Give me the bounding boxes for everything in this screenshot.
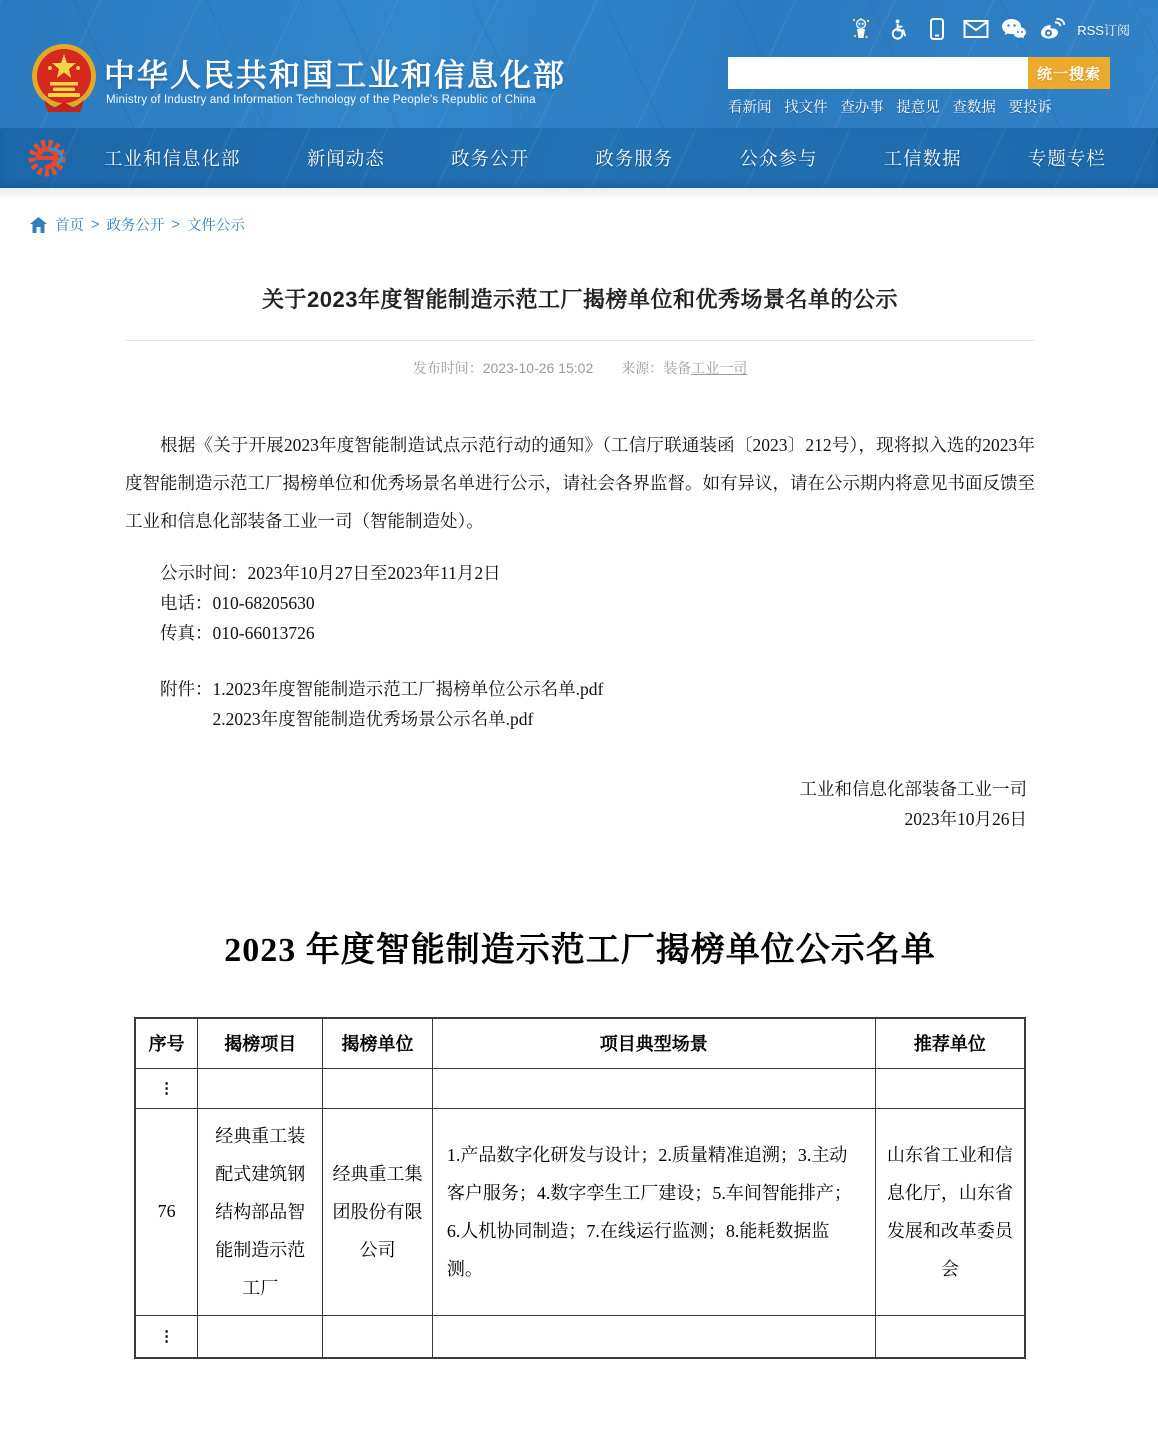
nav-item-gov-info[interactable]: 政务公开 xyxy=(450,148,529,169)
list-heading: 2023 年度智能制造示范工厂揭榜单位公示名单 xyxy=(224,932,936,969)
quick-link-opinions[interactable]: 提意见 xyxy=(896,100,940,116)
breadcrumb-separator: > xyxy=(171,216,180,233)
col-header-scenes: 项目典型场景 xyxy=(432,1018,875,1068)
attachments-label: 附件： xyxy=(160,679,213,699)
quick-link-data[interactable]: 查数据 xyxy=(952,100,996,116)
breadcrumb-gov-info[interactable]: 政务公开 xyxy=(106,218,165,234)
nav-item-news[interactable]: 新闻动态 xyxy=(306,148,385,169)
nav-item-data[interactable]: 工信数据 xyxy=(883,148,962,169)
breadcrumb-home[interactable]: 首页 xyxy=(55,218,84,234)
article-paragraph: 根据《关于开展2023年度智能制造试点示范行动的通知》（工信厅联通装函〔2023〕212号），现将拟入选的2023年度智能制造示范工厂揭榜单位和优秀场景名单进行公示，请社会各界监督。如有异议，请在公示期内将意见书面反馈至工业和信息化部装备工业一司（智能制造处）。 xyxy=(125,435,1035,531)
signature-date: 2023年10月26日 xyxy=(904,809,1027,829)
source-department-link[interactable]: 工业一司 xyxy=(691,360,748,376)
quick-link-files[interactable]: 找文件 xyxy=(784,100,828,116)
rss-subscribe-link[interactable]: RSS订阅 xyxy=(1077,22,1130,38)
site-header xyxy=(0,0,1158,128)
table-row-ellipsis-top xyxy=(135,1068,1025,1108)
col-header-no: 序号 xyxy=(135,1018,198,1068)
site-title: 中华人民共和国工业和信息化部 xyxy=(104,58,566,93)
breadcrumb-file-publicity[interactable]: 文件公示 xyxy=(186,218,245,234)
quick-links xyxy=(728,96,1052,117)
source-prefix: 来源：装备 xyxy=(621,360,692,376)
signature-org: 工业和信息化部装备工业一司 xyxy=(799,779,1027,799)
mobile-icon[interactable] xyxy=(924,16,950,42)
search-input[interactable] xyxy=(728,57,1028,89)
title-divider xyxy=(125,340,1035,341)
breadcrumb xyxy=(30,214,1158,235)
table-header-row xyxy=(135,1018,1025,1068)
table-row-76 xyxy=(135,1108,1025,1315)
cell-serial-number: 76 xyxy=(135,1108,198,1315)
nav-bottom-strip xyxy=(0,188,1158,200)
site-subtitle: Ministry of Industry and Information Technology of the People's Republic of China xyxy=(106,94,536,106)
quick-link-complaints[interactable]: 要投诉 xyxy=(1008,100,1052,116)
wechat-icon[interactable] xyxy=(1001,16,1027,42)
weibo-icon[interactable] xyxy=(1039,16,1065,42)
nav-item-participation[interactable]: 公众参与 xyxy=(739,148,818,169)
announcement-table xyxy=(134,1017,1026,1359)
miit-e-logo-icon xyxy=(24,135,70,181)
cell-recommender: 山东省工业和信息化厅，山东省发展和改革委员会 xyxy=(875,1108,1025,1315)
search-bar xyxy=(728,57,1110,89)
breadcrumb-separator: > xyxy=(91,216,100,233)
signature-block xyxy=(125,774,1035,834)
nav-item-gov-services[interactable]: 政务服务 xyxy=(595,148,674,169)
quick-link-news[interactable]: 看新闻 xyxy=(728,100,772,116)
table-row-ellipsis-bottom xyxy=(135,1315,1025,1358)
col-header-project: 揭榜项目 xyxy=(198,1018,323,1068)
publicity-period: 公示时间：2023年10月27日至2023年11月2日 xyxy=(160,563,501,583)
article-body xyxy=(125,426,1035,834)
bottom-whitespace xyxy=(125,1359,1035,1449)
cell-typical-scenes: 1.产品数字化研发与设计；2.质量精准追溯；3.主动客户服务；4.数字孪生工厂建设；5.车间智能排产；6.人机协同制造；7.在线运行监测；8.能耗数据监测。 xyxy=(432,1108,875,1315)
fax-line: 传真：010-66013726 xyxy=(160,623,315,643)
top-icon-bar xyxy=(848,16,1130,42)
article-meta xyxy=(125,358,1035,378)
article-container xyxy=(125,283,1035,1449)
contact-info xyxy=(125,558,1035,648)
phone-line: 电话：010-68205630 xyxy=(160,593,315,613)
attachments xyxy=(125,674,1035,734)
col-header-unit: 揭榜单位 xyxy=(323,1018,433,1068)
home-icon[interactable] xyxy=(30,217,47,233)
publish-time: 发布时间：2023-10-26 15:02 xyxy=(412,360,594,376)
attachment-list xyxy=(213,674,604,734)
nav-items xyxy=(104,145,1106,171)
cell-project-name: 经典重工装配式建筑钢结构部品智能制造示范工厂 xyxy=(198,1108,323,1315)
quick-link-services[interactable]: 查办事 xyxy=(840,100,884,116)
accessibility-icon[interactable] xyxy=(886,16,912,42)
cell-unit-name: 经典重工集团股份有限公司 xyxy=(323,1108,433,1315)
ellipsis-cell: ⋮ xyxy=(135,1315,198,1358)
ellipsis-cell: ⋮ xyxy=(135,1068,198,1108)
unified-search-button[interactable]: 统一搜索 xyxy=(1028,57,1110,89)
attachment-link-1[interactable]: 1.2023年度智能制造示范工厂揭榜单位公示名单.pdf xyxy=(212,679,604,699)
mail-icon[interactable] xyxy=(963,16,989,42)
national-emblem-icon xyxy=(30,42,98,114)
nav-item-miit[interactable]: 工业和信息化部 xyxy=(104,148,241,169)
attachment-link-2[interactable]: 2.2023年度智能制造优秀场景公示名单.pdf xyxy=(212,709,534,729)
nav-item-topics[interactable]: 专题专栏 xyxy=(1027,148,1106,169)
col-header-recommender: 推荐单位 xyxy=(875,1018,1025,1068)
main-nav xyxy=(0,128,1158,188)
robot-mascot-icon[interactable] xyxy=(848,16,874,42)
article-title: 关于2023年度智能制造示范工厂揭榜单位和优秀场景名单的公示 xyxy=(262,287,898,312)
